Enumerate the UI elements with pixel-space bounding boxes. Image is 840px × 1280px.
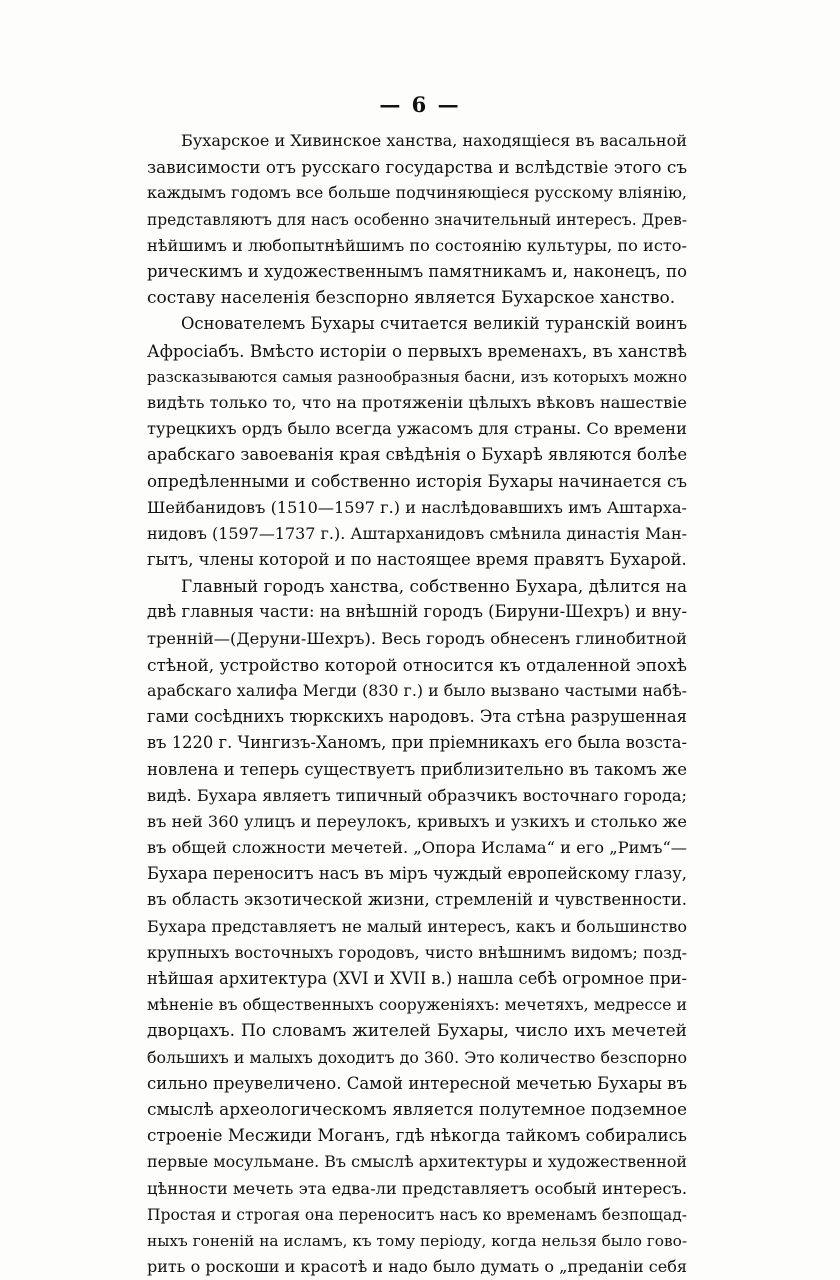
text-line: гытъ, члены которой и по настоящее время правятъ Бухарой.	[147, 550, 687, 569]
text-line: въ область экзотической жизни, стремленій и чувственности.	[147, 890, 687, 910]
text-line: гами сосѣднихъ тюркскихъ народовъ. Эта стѣна разрушенная	[147, 707, 687, 727]
text-line: Основателемъ Бухары считается великій туранскій воинъ	[181, 314, 687, 334]
text-line: нидовъ (1597—1737 г.). Аштарханидовъ смѣнила династія Ман-	[147, 523, 687, 543]
text-line: стѣной, устройство которой относится къ отдаленной эпохѣ	[147, 654, 687, 675]
text-line: нѣйшая архитектура (XVI и XVII в.) нашла себѣ огромное при-	[147, 969, 687, 988]
text-line: смыслѣ археологическомъ является полутемное подземное	[147, 1099, 687, 1120]
text-line: крупныхъ восточныхъ городовъ, чисто внѣшнимъ видомъ; позд-	[147, 942, 687, 962]
text-line: строеніе Месжиди Моганъ, гдѣ нѣкогда тайкомъ собирались	[147, 1126, 687, 1146]
text-line: Главный городъ ханства, собственно Бухара, дѣлится на	[181, 576, 687, 597]
text-line: Бухара переноситъ насъ въ міръ чуждый европейскому глазу,	[147, 864, 687, 884]
text-line: двѣ главныя части: на внѣшній городъ (Бируни-Шехръ) и вну-	[147, 602, 687, 622]
text-line: Простая и строгая она переноситъ насъ ко временамъ безпощад-	[147, 1205, 687, 1224]
page-number: — 6 —	[379, 92, 461, 117]
text-line: зависимости отъ русскаго государства и вслѣдствіе этого съ	[147, 157, 687, 178]
text-line: тренній—(Деруни-Шехръ). Весь городъ обнесенъ глинобитной	[147, 628, 687, 648]
text-line: въ общей сложности мечетей. „Опора Ислама“ и его „Римъ“—	[147, 838, 687, 858]
text-line: Бухарское и Хивинское ханства, находящіеся въ васальной	[181, 131, 687, 150]
text-line: видѣ. Бухара являетъ типичный образчикъ восточнаго города;	[147, 785, 687, 805]
text-line: опредѣленными и собственно исторія Бухары начинается съ	[147, 471, 687, 492]
text-line: представляютъ для насъ особенно значительный интересъ. Древ-	[147, 210, 687, 229]
text-line: новлена и теперь существуетъ приблизительно въ такомъ же	[147, 759, 687, 779]
text-line: Афросіабъ. Вмѣсто исторіи о первыхъ временахъ, въ ханствѣ	[147, 340, 687, 361]
text-line: каждымъ годомъ все больше подчиняющіеся русскому вліянію,	[147, 183, 687, 203]
text-line: дворцахъ. По словамъ жителей Бухары, число ихъ мечетей	[147, 1021, 687, 1042]
body-text	[147, 128, 687, 1280]
text-line: разсказываются самыя разнообразныя басни, изъ которыхъ можно	[147, 367, 687, 386]
text-line: рить о роскоши и красотѣ и надо было думать о „преданіи себя	[147, 1257, 687, 1277]
text-line: турецкихъ ордъ было всегда ужасомъ для страны. Со времени	[147, 419, 687, 439]
text-line: ныхъ гоненій на исламъ, къ тому періоду, когда нельзя было гово-	[147, 1231, 687, 1250]
text-line: въ 1220 г. Чингизъ-Ханомъ, при пріемникахъ его была возста-	[147, 733, 687, 753]
text-line: въ ней 360 улицъ и переулокъ, кривыхъ и узкихъ и столько же	[147, 811, 687, 831]
text-line: первые мосульмане. Въ смыслѣ архитектуры и художественной	[147, 1152, 688, 1172]
text-line: сильно преувеличено. Самой интересной мечетью Бухары въ	[147, 1073, 687, 1093]
text-line: Шейбанидовъ (1510—1597 г.) и наслѣдовавшихъ имъ Аштарха-	[147, 497, 687, 517]
text-line: видѣть только то, что на протяженіи цѣлыхъ вѣковъ нашествіе	[147, 392, 687, 412]
text-line: нѣйшимъ и любопытнѣйшимъ по состоянію культуры, по исто-	[147, 235, 687, 255]
text-line: арабскаго халифа Мегди (830 г.) и было вызвано частыми набѣ-	[147, 680, 687, 700]
text-line: большихъ и малыхъ доходитъ до 360. Это количество безспорно	[147, 1047, 687, 1067]
text-line: рическимъ и художественнымъ памятникамъ и, наконецъ, по	[147, 261, 687, 281]
text-line: составу населенія безспорно является Бухарское ханство.	[147, 288, 676, 309]
text-line: арабскаго завоеванія края свѣдѣнія о Бухарѣ являются болѣе	[147, 445, 688, 465]
text-line: Бухара представляетъ не малый интересъ, какъ и большинство	[147, 916, 687, 936]
text-line: мѣненіе въ общественныхъ сооруженіяхъ: мечетяхъ, медрессе и	[147, 995, 687, 1015]
text-line: цѣнности мечеть эта едва-ли представляетъ особый интересъ.	[147, 1178, 687, 1198]
